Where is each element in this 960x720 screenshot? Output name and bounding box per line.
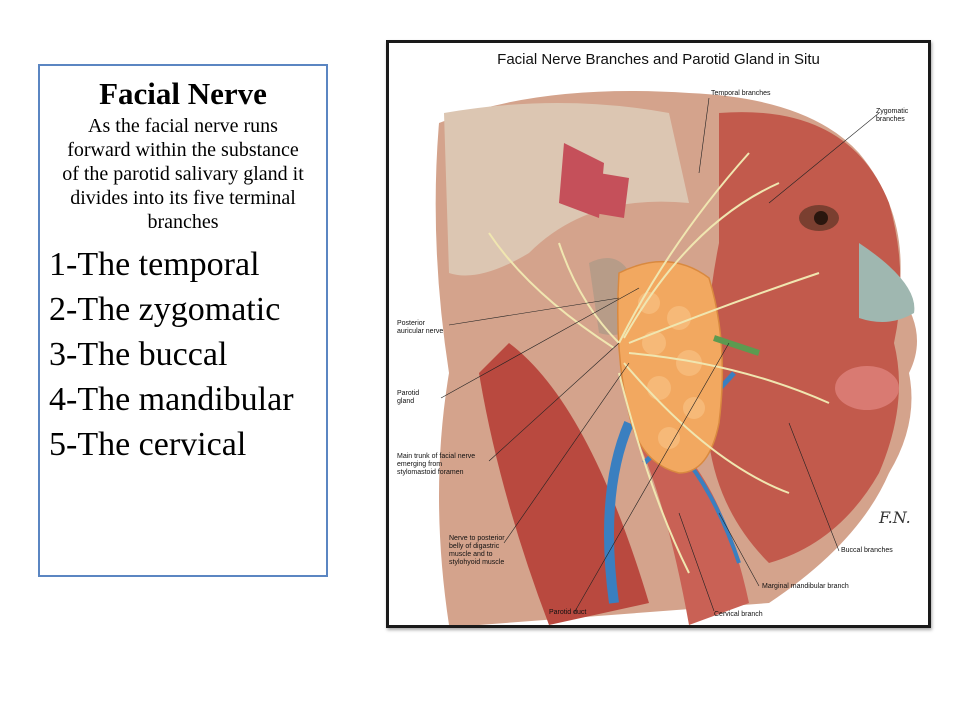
label-buccal-branches: Buccal branches <box>841 547 893 554</box>
label-parotid-gland: Parotid gland <box>397 390 420 405</box>
branch-item-temporal: 1-The temporal <box>49 246 260 283</box>
label-digastric-nerve: Nerve to posterior belly of digastric muscle and to stylohyoid muscle <box>449 535 505 566</box>
anatomy-figure <box>386 40 931 628</box>
label-posterior-auricular: Posterior auricular nerve <box>397 320 444 335</box>
label-cervical-branch: Cervical branch <box>714 611 763 618</box>
branch-list <box>40 242 326 467</box>
branch-item-zygomatic: 2-The zygomatic <box>49 291 281 328</box>
figure-title: Facial Nerve Branches and Parotid Gland in Situ <box>497 51 820 68</box>
svg-text:F.N.: F.N. <box>879 508 911 527</box>
label-parotid-duct: Parotid duct <box>549 609 587 616</box>
panel-title: Facial Nerve <box>99 76 267 111</box>
branch-item-mandibular: 4-The mandibular <box>49 381 294 418</box>
facial-nerve-text-box <box>38 64 328 577</box>
branch-item-cervical: 5-The cervical <box>49 426 247 463</box>
label-zygomatic-branches: Zygomatic branches <box>876 108 909 123</box>
label-main-trunk: Main trunk of facial nerve emerging from stylomastoid foramen <box>397 453 476 476</box>
label-temporal-branches: Temporal branches <box>711 90 771 97</box>
panel-description: As the facial nerve runs forward within the substance of the parotid salivary gland it divides into its five terminal branches <box>62 115 304 233</box>
label-marginal-mandibular: Marginal mandibular branch <box>762 583 849 590</box>
branch-item-buccal: 3-The buccal <box>49 336 228 373</box>
